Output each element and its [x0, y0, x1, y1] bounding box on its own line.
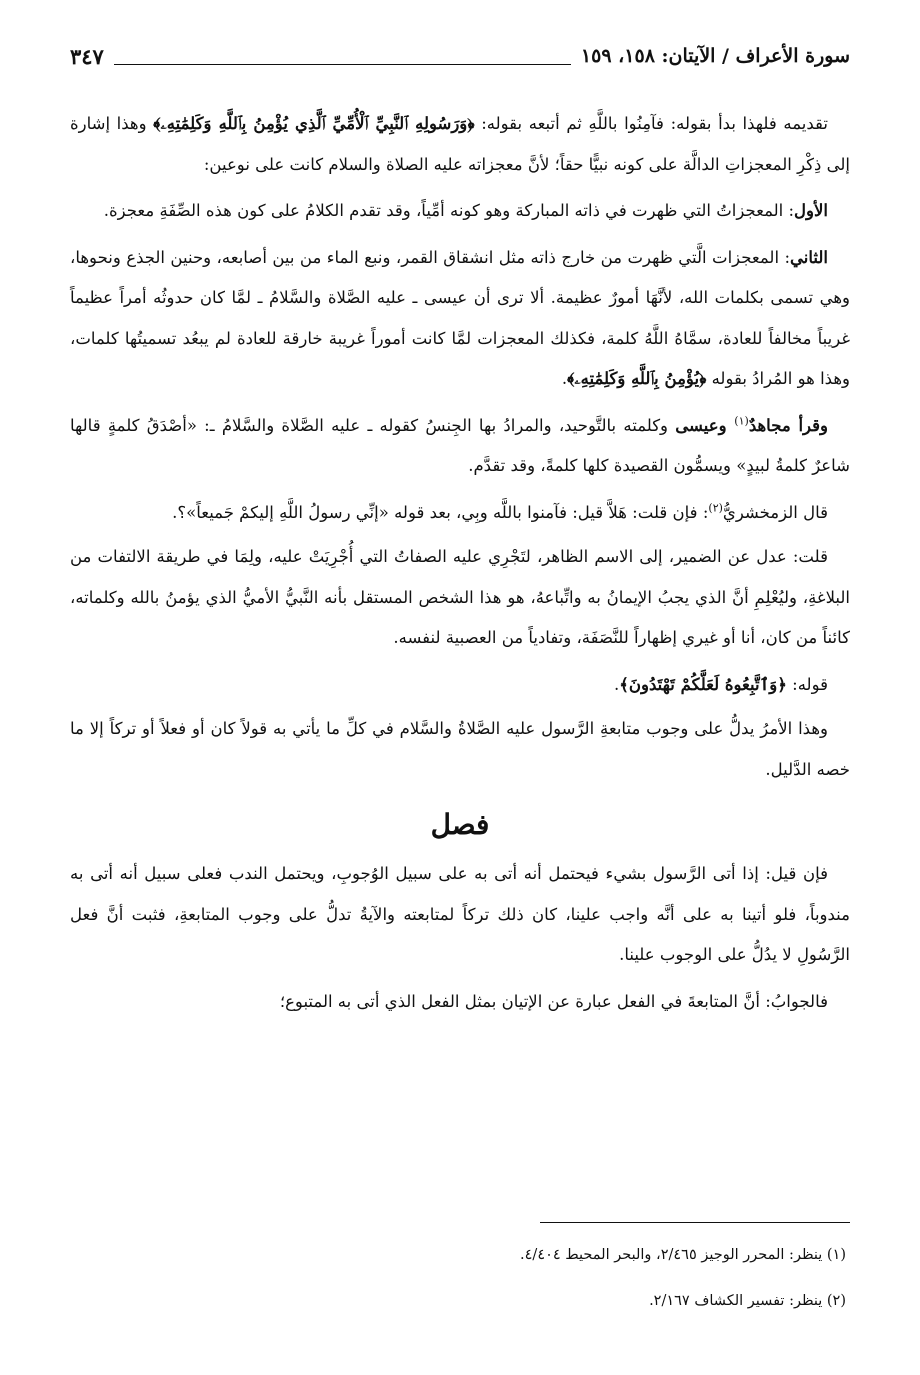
paragraph-lead: الثاني	[790, 247, 828, 267]
paragraph-2: الأول: المعجزاتُ التي ظهرت في ذاته المباركة وهو كونه أمِّياً، وقد تقدم الكلامُ على كون هذه الصِّفَةِ معجزة.	[103, 201, 828, 220]
quran-quote: ﴿وَٱتَّبِعُوهُ لَعَلَّكُمْ تَهْتَدُونَ﴾	[619, 674, 787, 694]
paragraph-5: قال الزمخشريُّ$^{(٢)}$: فإن قلت: هَلاَّ قيل: فآمنوا باللَّه وبِي، بعد قوله «إنِّي رسولُ اللَّهِ إليكمْ جَميعاً»؟.	[172, 501, 828, 522]
running-header	[70, 36, 850, 76]
header-rule	[114, 64, 571, 65]
footnote-2: (٢) ينظر: تفسير الكشاف ٢/١٦٧.	[649, 1293, 846, 1309]
footnotes	[70, 1232, 846, 1324]
page-number: ٣٤٧	[70, 43, 104, 69]
quran-quote: ﴿يُؤْمِنُ بِٱللَّهِ وَكَلِمَٰتِهِۦ﴾	[567, 369, 707, 388]
paragraph-8: وهذا الأمرُ يدلُّ على وجوب متابعةِ الرَّسول عليه الصَّلاةُ والسَّلام في كلِّ ما يأتي به قولاً كان أو فعلاً أو تركاً إلا ما خصه الدَّليل.	[70, 719, 850, 779]
paragraph-7: قوله: ﴿وَٱتَّبِعُوهُ لَعَلَّكُمْ تَهْتَدُونَ﴾.	[614, 674, 828, 694]
paragraph-10: فالجوابُ: أنَّ المتابعةَ في الفعل عبارة عن الإتيان بمثل الفعل الذي أتى به المتبوع؛	[279, 991, 828, 1011]
footnote-rule	[540, 1222, 850, 1223]
quran-quote: ﴿وَرَسُولِهِ ٱلنَّبِيِّ ٱلْأُمِّيِّ ٱلَّذِي يُؤْمِنُ بِٱللَّهِ وَكَلِمَٰتِهِۦ﴾	[153, 114, 475, 133]
section-heading: فصل	[430, 808, 490, 841]
main-text	[70, 104, 850, 1028]
paragraph-9: فإن قيل: إذا أتى الرَّسول بشيء فيحتمل أنه أتى به على سبيل الوُجوبِ، ويحتمل الندب فعلى سبيل أنه أتى به مندوباً، فلو أتينا به على أنَّه واجب علينا، كان ذلك تركاً لمتابعته والآيةُ تدلُّ على وجوب المتابعةِ، فثبت أنَّ فعل الرَّسُولِ لا يدُلُّ على الوجوب علينا.	[70, 864, 850, 964]
paragraph-lead: وقرأ مجاهدٌ	[748, 415, 828, 435]
paragraph-1: تقديمه فلهذا بدأ بقوله: فآمِنُوا باللَّهِ ثم أتبعه بقوله: ﴿وَرَسُولِهِ ٱلنَّبِيِّ ٱلْأُمِّيِّ ٱلَّذِي يُؤْمِنُ بِٱللَّهِ وَكَلِمَٰتِهِۦ﴾ وهذا إشارة إلى ذِكْرِ المعجزاتِ الدالَّة على كونه نبيًّا حقاً؛ لأنَّ معجزاته عليه الصلاة والسلام كانت على نوعين:	[70, 114, 850, 174]
footnote-ref[interactable]: (١)	[734, 414, 749, 427]
footnote-1: (١) ينظر: المحرر الوجيز ٢/٤٦٥، والبحر المحيط ٤/٤٠٤.	[520, 1247, 846, 1263]
paragraph-3: الثاني: المعجزات الَّتي ظهرت من خارج ذاته مثل انشقاق القمر، ونبع الماء من بين أصابعه، وحنين الجذع ونحوها، وهي تسمى بكلمات الله، لأنَّهَا أمورٌ عظيمة. ألا ترى أن عيسى ـ عليه الصَّلاة والسَّلامُ ـ لمَّا كان حدوثُه أمراً عظيماً غريباً مخالفاً للعادة، سمَّاهُ اللَّهُ كلمة، فكذلك المعجزات لمَّا كانت أموراً غريبة خارقة للعادة لم يبعُد تسميتُها كلمات، وهذا هو المُرادُ بقوله ﴿يُؤْمِنُ بِٱللَّهِ وَكَلِمَٰتِهِۦ﴾.	[70, 247, 850, 388]
paragraph-4: وقرأ مجاهدٌ$^{(١)}$ وعيسى وكلمته بالتَّوحيد، والمرادُ بها الجِنسُ كقوله ـ عليه الصَّلاة والسَّلامُ ـ: «أصْدَقُ كلمةٍ قالها شاعرٌ كلمةُ لبيدٍ» ويسمُّون القصيدة كلها كلمةً، وقد تقدَّم.	[70, 414, 850, 475]
footnote-ref[interactable]: (٢)	[708, 501, 723, 514]
paragraph-lead: الأول	[794, 201, 828, 220]
paragraph-6: قلت: عدل عن الضمير، إلى الاسم الظاهر، لتَجْرِي عليه الصفاتُ التي أُجْرِيَتْ عليه، ولِمَا في طريقة الالتفات من البلاغةِ، وليُعْلِمِ أنَّ الذي يجبُ الإيمانُ به واتِّباعهُ، هو هذا الشخص المستقل بأنه النَّبيُّ الأميُّ الذي يؤمنُ بالله وكلماته، كائناً من كان، أنا أو غيري إظهاراً للنَّصَفَة، وتفادياً من العصبية لنفسه.	[70, 547, 850, 647]
running-title: سورة الأعراف / الآيتان: ١٥٨، ١٥٩	[580, 45, 850, 67]
